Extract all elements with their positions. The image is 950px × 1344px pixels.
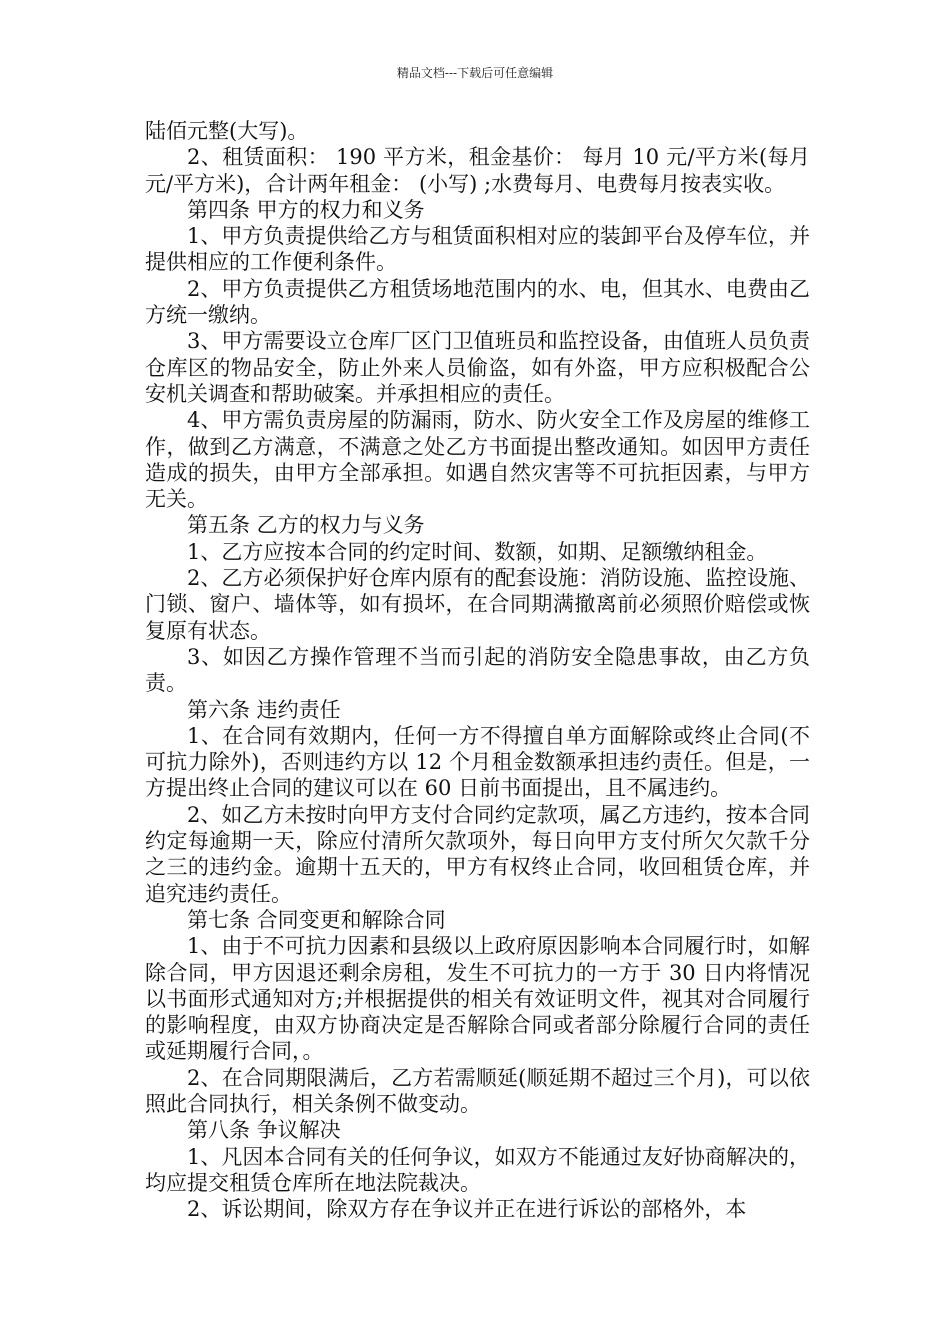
paragraph: 1、在合同有效期内，任何一方不得擅自单方面解除或终止合同(不可抗力除外)，否则违约方以 12 个月租金数额承担违约责任。但是，一方提出终止合同的建议可以在 60 日前书面提出，且不属违约。 [145,723,810,801]
paragraph: 2、甲方负责提供乙方租赁场地范围内的水、电，但其水、电费由乙方统一缴纳。 [145,276,810,328]
paragraph: 2、租赁面积： 190 平方米，租金基价： 每月 10 元/平方米(每月 元/平方米)，合计两年租金： (小写) ;水费每月、电费每月按表实收。 [145,145,810,196]
paragraph: 1、乙方应按本合同的约定时间、数额，如期、足额缴纳租金。 [187,539,768,564]
paragraph: 第五条 乙方的权力与义务 [187,513,425,538]
paragraph: 2、在合同期限满后，乙方若需顺延(顺延期不超过三个月)，可以依照此合同执行，相关条例不做变动。 [145,1065,810,1116]
paragraph: 1、凡因本合同有关的任何争议，如双方不能通过友好协商解决的，均应提交租赁仓库所在地法院裁决。 [145,1144,810,1195]
page-header: 精品文档---下载后可任意编辑 [396,66,554,80]
paragraph: 第四条 甲方的权力和义务 [187,197,425,222]
document-body [145,118,810,1222]
paragraph: 第八条 争议解决 [187,1118,341,1143]
paragraph: 4、甲方需负责房屋的防漏雨，防水、防火安全工作及房屋的维修工作，做到乙方满意，不满意之处乙方书面提出整改通知。如因甲方责任造成的损失，由甲方全部承担。如遇自然灾害等不可抗拒因素，与甲方无关。 [145,408,810,512]
paragraph: 3、甲方需要设立仓库厂区门卫值班员和监控设备，由值班人员负责仓库区的物品安全，防止外来人员偷盗，如有外盗，甲方应积极配合公安机关调查和帮助破案。并承担相应的责任。 [145,329,810,406]
paragraph: 1、由于不可抗力因素和县级以上政府原因影响本合同履行时，如解除合同，甲方因退还剩余房租，发生不可抗力的一方于 30 日内将情况以书面形式通知对方;并根据提供的相关有效证明文件，视其对合同履行的影响程度，由双方协商决定是否解除合同或者部分除履行合同的责任或延期履行合同，。 [145,934,810,1064]
paragraph: 第七条 合同变更和解除合同 [187,907,446,932]
paragraph: 3、如因乙方操作管理不当而引起的消防安全隐患事故，由乙方负责。 [145,644,810,696]
paragraph: 2、如乙方未按时向甲方支付合同约定款项，属乙方违约，按本合同约定每逾期一天，除应付清所欠款项外，每日向甲方支付所欠欠款千分之三的违约金。逾期十五天的，甲方有权终止合同，收回租赁仓库，并追究违约责任。 [145,802,810,906]
paragraph: 2、乙方必须保护好仓库内原有的配套设施：消防设施、监控设施、门锁、窗户、墙体等，如有损坏，在合同期满撤离前必须照价赔偿或恢复原有状态。 [145,566,810,643]
paragraph: 2、诉讼期间，除双方存在争议并正在进行诉讼的部格外，本 [187,1197,747,1222]
paragraph: 陆佰元整(大写)。 [145,119,309,143]
paragraph: 1、甲方负责提供给乙方与租赁面积相对应的装卸平台及停车位，并提供相应的工作便利条件。 [145,224,810,275]
paragraph: 第六条 违约责任 [187,697,341,722]
